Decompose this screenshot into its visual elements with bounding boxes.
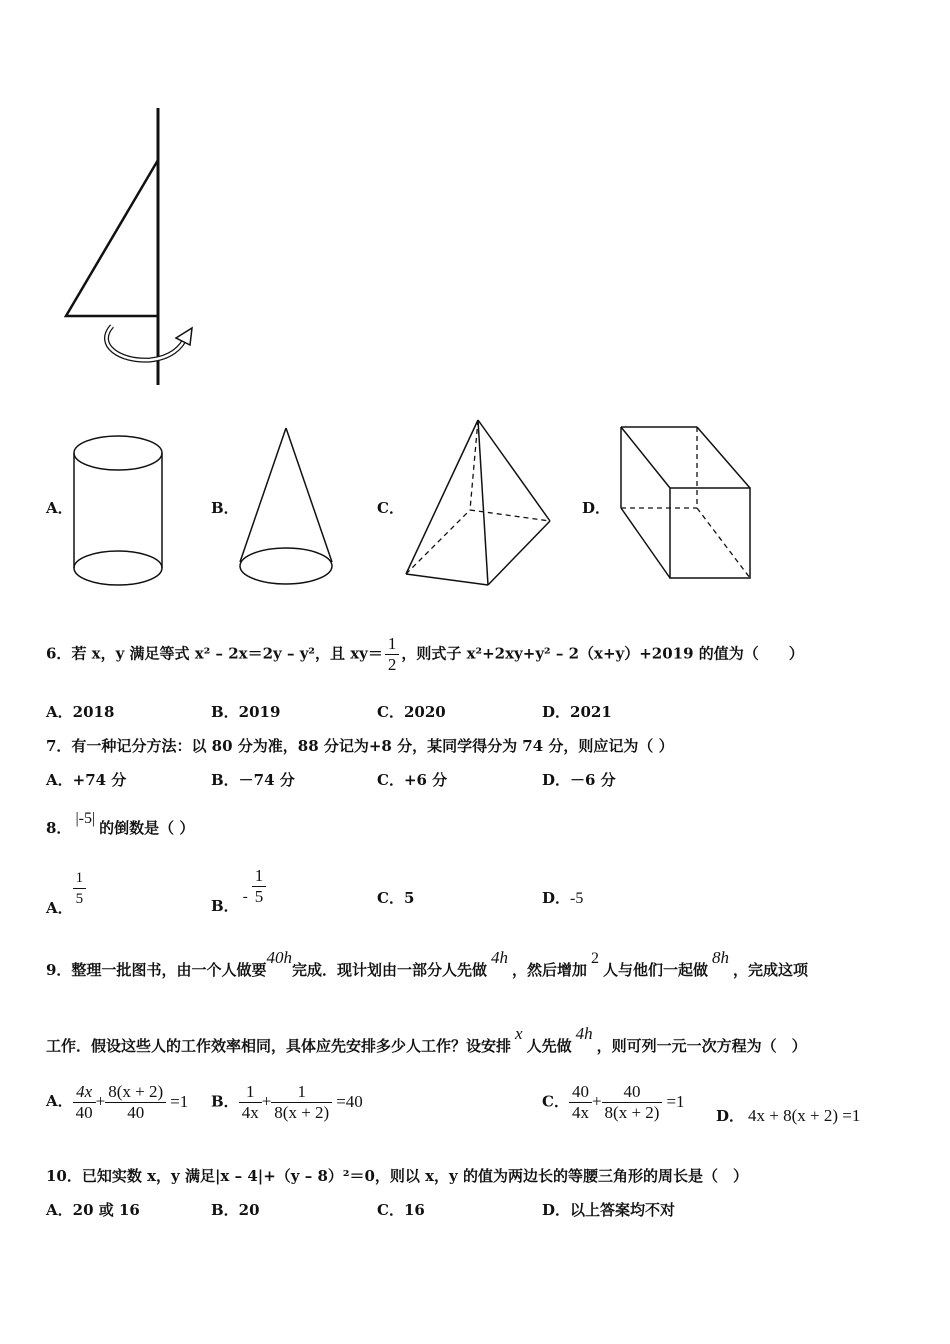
q10-option-b: B．20 — [211, 1201, 260, 1219]
q8-option-b: B． - $\frac{1}{5}$ — [211, 866, 266, 907]
q10-stem: 10．已知实数 x，y 满足|x – 4|+（y – 8）²＝0，则以 x，y 的值为两边长的等腰三角形的周长是（ ） — [46, 1167, 748, 1185]
figure-option-b-label: B． — [211, 499, 239, 517]
q7-option-c: C．+6 分 — [377, 771, 448, 789]
q9-option-a: A． $\frac{4x}{40}$ + $\frac{8(x + 2)}{40}$ =1 — [46, 1082, 189, 1122]
q6-option-a: A．2018 — [46, 703, 115, 721]
figure-option-a-label: A． — [46, 499, 73, 517]
prism-figure — [0, 0, 950, 600]
figure-option-c-label: C． — [377, 499, 404, 517]
q9-option-b: B． $\frac{1}{4x}$ + $\frac{1}{8(x + 2)}$ =40 — [211, 1082, 363, 1122]
q7-option-b: B．－74 分 — [211, 771, 295, 789]
q10-option-c: C．16 — [377, 1201, 425, 1219]
q6-option-d: D．2021 — [542, 703, 612, 721]
q8-option-d: D．-5 — [542, 889, 584, 907]
q9-option-c: C． $\frac{40}{4x}$ + $\frac{40}{8(x + 2)}$ =1 — [542, 1082, 685, 1122]
q10-option-a: A．20 或 16 — [46, 1201, 140, 1219]
q6-option-b: B．2019 — [211, 703, 281, 721]
q8-option-c: C．5 — [377, 889, 415, 907]
q9-option-d: D． 4x + 8(x + 2) =1 — [716, 1106, 861, 1125]
q6-stem: 6．若 x，y 满足等式 x² – 2x＝2y – y²，且 xy＝ $\frac{1}{2}$ ，则式子 x²+2xy+y² – 2（x+y）+2019 的值为（ ） — [46, 634, 804, 674]
q8-option-a: A． $\frac{1}{5}$ — [46, 868, 86, 909]
q7-option-a: A．+74 分 — [46, 771, 127, 789]
q7-option-d: D．－6 分 — [542, 771, 616, 789]
q9-line2: 工作．假设这些人的工作效率相同，具体应先安排多少人工作？设安排x人先做4h，则可列一元一次方程为（ ） — [46, 1024, 807, 1055]
q8-stem: 8．|-5|的倒数是（ ） — [46, 810, 195, 837]
figure-option-d-label: D． — [582, 499, 611, 517]
q7-stem: 7．有一种记分方法：以 80 分为准，88 分记为+8 分，某同学得分为 74 分，则应记为（ ） — [46, 737, 674, 755]
q9-line1: 9．整理一批图书，由一个人做要40h完成．现计划由一部分人先做4h，然后增加2人与他们一起做8h，完成这项 — [46, 948, 809, 979]
q6-option-c: C．2020 — [377, 703, 446, 721]
q10-option-d: D．以上答案均不对 — [542, 1201, 676, 1219]
